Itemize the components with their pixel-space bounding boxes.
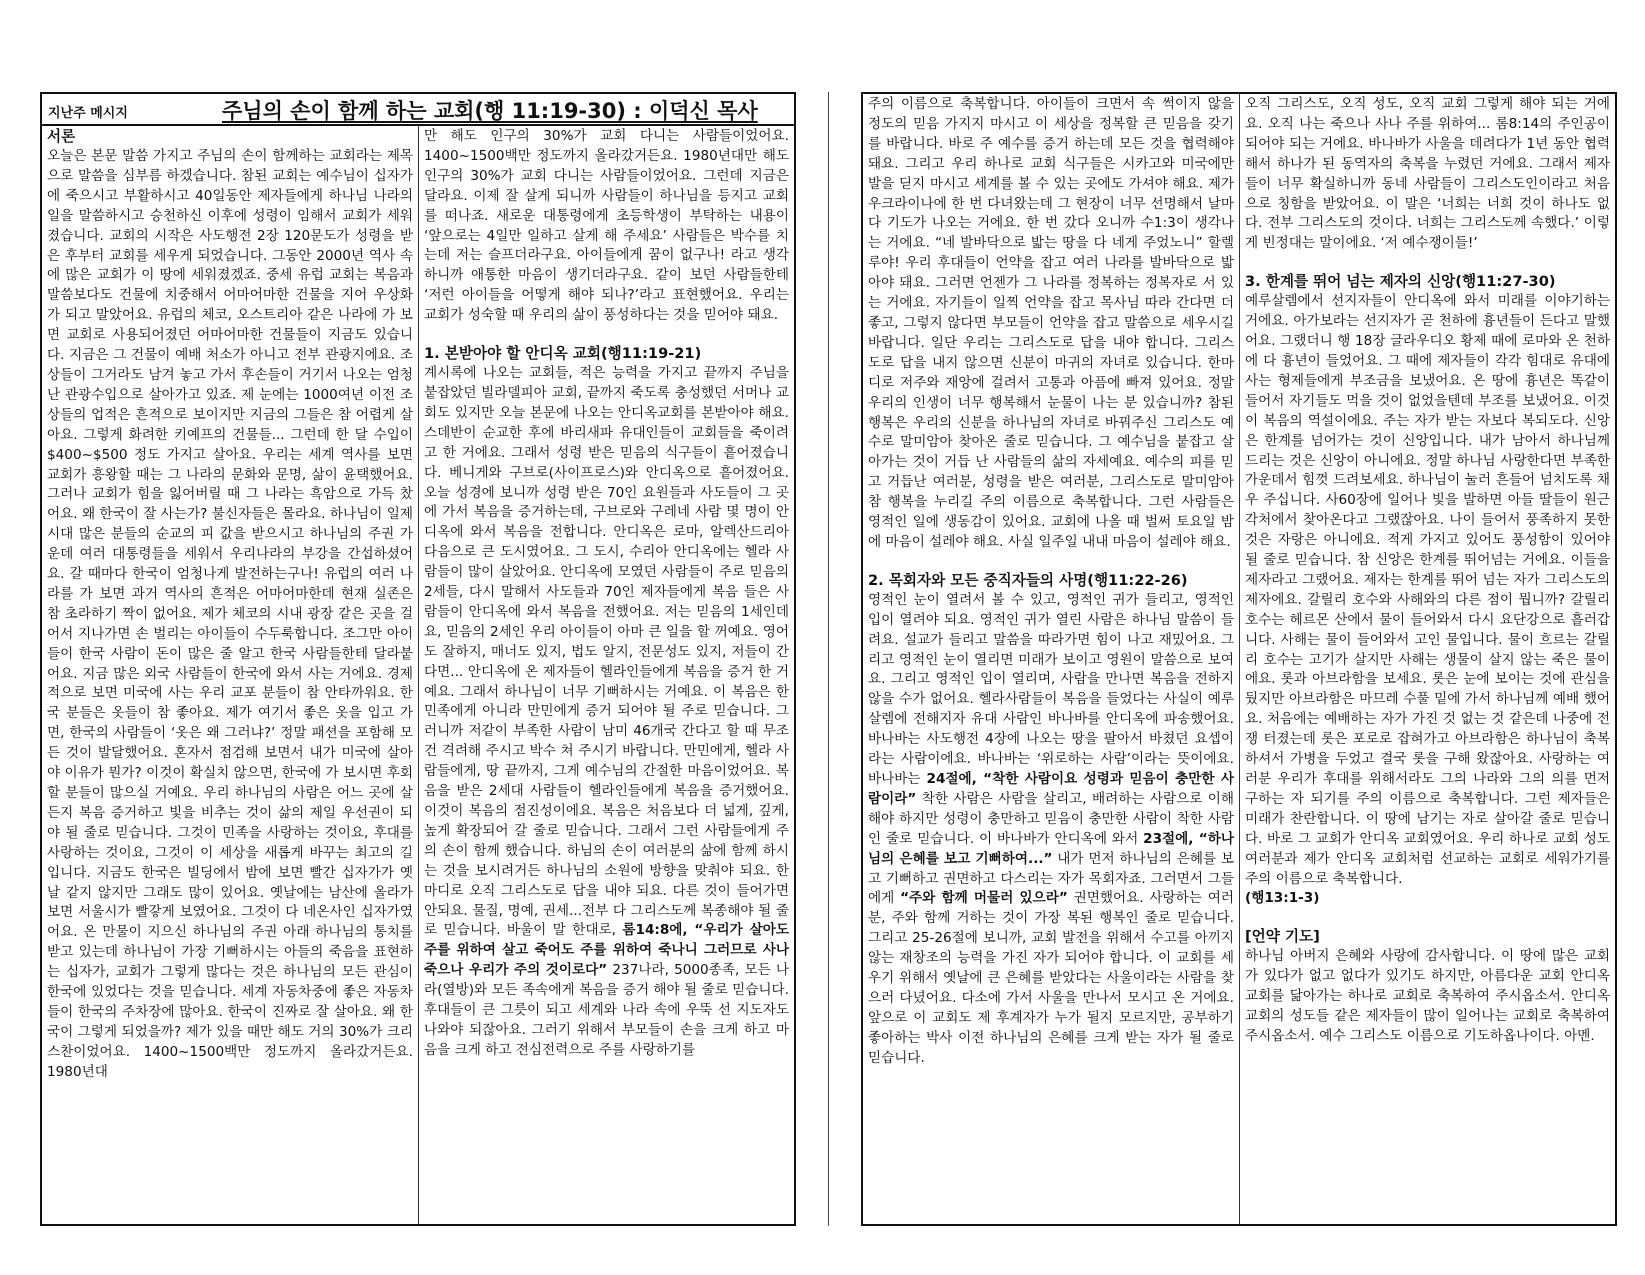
right-page-column-2 <box>1240 94 1615 1224</box>
right-page <box>861 92 1617 1226</box>
intro-paragraph: 오늘은 본문 말씀 가지고 주님의 손이 함께하는 교회라는 제목으로 말씀을 심부름 하겠습니다. 참된 교회는 예수님이 십자가에 죽으시고 부활하시고 40일동안 제자들에게 하나님 나라의 일을 말씀하시고 승천하신 이후에 성령이 임해서 교회가 세워졌습니다. 교회의 시작은 사도행전 2장 120문도가 성령을 받은 후부터 교회를 세우게 되었습니다. 그동안 2000년 역사 속에 많은 교회가 이 땅에 세워졌겠죠. 중세 유럽 교회는 복음과 말씀보다도 건물에 치중해서 어마어마한 건물을 지어 우상화가 되고 말았어요. 유럽의 체코, 오스트리아 같은 나라에 가 보면 교회로 사용되어졌던 어마어마한 건물들이 지금도 있습니다. 지금은 그 건물이 예배 처소가 아니고 전부 관광지에요. 조상들이 그거라도 남겨 놓고 가서 후손들이 거기서 나오는 엄청난 관광수입으로 살아가고 있죠. 제 눈에는 1000여년 이전 조상들의 업적은 흔적으로 보이지만 지금의 그들은 참 어렵게 살아요. 그렇게 화려한 키예프의 건물들... 그런데 한 달 수입이 $400~$500 정도 가지고 살아요. 우리는 세계 역사를 보면 교회가 흥왕할 때는 그 나라의 문화와 문명, 삶이 윤택했어요. 그러나 교회가 힘을 잃어버릴 때 그 나라는 흑암으로 가득 찼어요. 왜 한국이 잘 사는가? 불신자들은 몰라요. 하나님이 일제시대 많은 분들의 순교의 피 값을 받으시고 하나님의 주권 가운데 여러 대통령들을 세워서 우리나라의 부강을 간섭하셨어요. 갈 때마다 한국이 엄청나게 발전하는구나! 유럽의 여러 나라를 가 보면 과거 역사의 흔적은 어마어마한데 현재 실존은 참 초라하기 짝이 없어요. 제가 체코의 시내 광장 같은 곳을 걸어서 지나가면 손 벌리는 아이들이 수두룩합니다. 조그만 아이들이 한국 사람이 돈이 많은 줄 알고 한국 사람들한테 달라붙어요. 지금 많은 외국 사람들이 한국에 와서 사는 거에요. 경제적으로 보면 미국에 사는 우리 교포 분들이 참 안타까워요. 한국 분들은 옷들이 참 좋아요. 제가 여기서 좋은 옷을 입고 가면, 한국의 사람들이 ‘옷은 왜 그러냐?’ 정말 패션을 포함해 모든 것이 발달했어요. 혼자서 점검해 보면서 내가 미국에 살아야 이유가 뭔가? 이것이 확실치 않으면, 한국에 가 보시면 후회할 분들이 많으실 거예요. 우리 하나님의 사람은 어느 곳에 살든지 복음 증거하고 빛을 비추는 것이 삶의 제일 우선권이 되야 될 줄로 믿습니다. 그것이 민족을 사랑하는 것이요, 후대를 사랑하는 것이요, 그것이 이 세상을 새롭게 바꾸는 최고의 길입니다. 지금도 한국은 빌딩에서 밤에 보면 빨간 십자가가 옛날 같지 않지만 그래도 많이 있어요. 옛날에는 남산에 올라가보면 서울시가 빨갛게 보였어요. 그것이 다 네온사인 십자가였어요. 온 만물이 지으신 하나님의 주권 아래 하나님의 통치를 받고 있는데 하나님이 가장 기뻐하시는 아들의 죽음을 표현하는 십자가, 교회가 그렇게 많다는 것은 하나님의 모든 관심이 한국에 있었다는 것을 믿습니다. 세계 자동차중에 좋은 자동차들이 한국의 주차장에 많아요. 한국이 진짜로 잘 살아요. 왜 한국이 그렇게 되었을까? 제가 있을 때만 해도 거의 30%가 크리스찬이었어요. 1400~1500백만 정도까지 올라갔거든요. 1980년대 <box>47 148 413 1080</box>
intro-paragraph-continued: 만 해도 인구의 30%가 교회 다니는 사람들이었어요. 1400~1500백만 정도까지 올라갔거든요. 1980년대만 해도 인구의 30%가 교회 다니는 사람들이었어요. 그런데 지금은 달라요. 이제 잘 살게 되니까 사람들이 하나님을 등지고 교회를 떠나죠. 새로운 대통령에게 초등학생이 부탁하는 내용이 ‘앞으로는 4일만 일하고 살게 해 주세요’ 사람들은 박수를 치는데 저는 슬프더라구요. 아이들에게 꿈이 없구나! 라고 생각하니까 애통한 마음이 생기더라구요. 같이 보던 사람들한테 ‘저런 아이들을 어떻게 해야 되나?’라고 표현했어요. 우리는 교회가 성숙할 때 우리의 삶이 풍성하다는 것을 믿어야 돼요. <box>424 128 789 324</box>
section-2-paragraph: 영적인 눈이 열려서 볼 수 있고, 영적인 귀가 들리고, 영적인 입이 열려야 되요. 영적인 귀가 열린 사람은 하나님 말씀이 들려요. 설교가 들리고 말씀을 따라가면 힘이 나고 재밌어요. 그리고 영적인 눈이 열리면 미래가 보이고 영원이 말씀으로 보여요. 그리고 영적인 입이 열리며, 사람을 만나면 복음을 전하지 않을 수가 없어요. 헬라사람들이 복음을 들었다는 사실이 예루살렘에 전해지자 유대 사람인 바나바를 안디옥에 파송했어요. 바나바는 사도행전 4장에 나오는 땅을 팔아서 바쳤던 요셉이라는 사람이에요. 바나바는 ‘위로하는 사람’이라는 뜻이에요. 바나바는 24절에, “착한 사람이요 성령과 믿음이 충만한 사람이라” 착한 사람은 사람을 살리고, 배려하는 사람으로 이해해야 하지만 성령이 충만하고 믿음이 충만한 사람이 착한 사람인 줄로 믿습니다. 이 바나바가 안디옥에 와서 23절에, “하나님의 은혜를 보고 기뻐하여...” 내가 먼저 하나님의 은혜를 보고 기뻐하고 권면하고 다스리는 자가 목회자죠. 그러면서 그들에게 “주와 함께 머물러 있으라” 권면했어요. 사랑하는 여러분, 주와 함께 거하는 것이 가장 복된 행복인 줄로 믿습니다. 그리고 25-26절에 보니까, 교회 발전을 위해서 수고를 아끼지 않는 재창조의 능력을 가진 자가 되어야 합니다. 이 교회를 세우기 위해서 옛날에 큰 은혜를 받았다는 사울이라는 사람을 찾으러 다녔어요. 다소에 가서 사울을 만나서 모시고 온 거에요. 앞으로 이 교회도 제 후계자가 누가 될지 모르지만, 공부하기 좋아하는 박사 이전 하나님의 은혜를 크게 받는 자가 될 줄로 믿습니다. <box>868 591 1235 1066</box>
page-divider <box>828 92 829 1226</box>
section-2-heading: 2. 목회자와 모든 중직자들의 사명(행11:22-26) <box>868 571 1188 589</box>
intro-heading: 서론 <box>47 128 76 145</box>
section-3-heading: 3. 한계를 뛰어 넘는 제자의 신앙(행11:27-30) <box>1245 273 1556 291</box>
scripture-quote: “주와 함께 머물러 있으라” <box>900 890 1068 907</box>
scripture-quote: 24절에, “착한 사람이요 성령과 믿음이 충만한 사람이라” <box>868 771 1234 807</box>
section-1-heading: 1. 본받아야 할 안디옥 교회(행11:19-21) <box>424 345 702 363</box>
prayer-heading: [언약 기도] <box>1245 928 1320 946</box>
section-1-paragraph: 계시록에 나오는 교회들, 적은 능력을 가지고 끝까지 주님을 붙잡았던 빌라델피아 교회, 끝까지 죽도록 충성했던 서머나 교회도 있지만 오늘 본문에 나오는 안디옥교회를 본받아야 해요. 스데반이 순교한 후에 바리새파 유대인들이 교회들을 죽이려고 한 거에요. 그래서 성령 받은 믿음의 식구들이 흩어졌습니다. 베니게와 구브로(사이프로스)와 안디옥으로 흩어졌어요. 오늘 성경에 보니까 성령 받은 70인 요원들과 사도들이 그 곳에 가서 복음을 증거하는데, 구브로와 구레네 사람 몇 명이 안디옥에 와서 복음을 전합니다. 안디옥은 로마, 알렉산드리아 다음으로 큰 도시였어요. 그 도시, 수리아 안디옥에는 헬라 사람들이 많이 살았어요. 안디옥에 모였던 사람들이 주로 믿음의 2세들, 다시 말해서 사도들과 70인 제자들에게 복음 들은 사람들이 안디옥에 와서 복음을 전했어요. 저는 믿음의 1세인데요, 믿음의 2세인 우리 아이들이 아마 큰 일을 할 꺼예요. 영어도 잘하지, 매너도 있지, 법도 알지, 전문성도 있지, 저들이 간다면... 안디옥에 온 제자들이 헬라인들에게 복음을 증거 한 거예요. 그래서 하나님이 너무 기뻐하시는 거예요. 이 복음은 한 민족에게 아니라 만민에게 증거 되어야 될 주로 믿습니다. 그러니까 저같이 부족한 사람이 남미 46개국 간다고 할 때 무조건 격려해 주시고 박수 쳐 주시기 바랍니다. 만민에게, 헬라 사람들에게, 땅 끝까지, 그게 예수님의 간절한 마음이었어요. 복음을 받은 2세대 사람들이 헬라인들에게 복음을 증거했어요. 이것이 복음의 점진성이에요. 복음은 처음보다 더 넓게, 깊게, 높게 확장되어 갈 줄로 믿습니다. 그래서 그런 사람들에게 주의 손이 함께 했습니다. 하님의 손이 여러분의 삶에 함께 하시는 것을 보시려거든 하나님의 소원에 방향을 맞춰야 되요. 한마디로 오직 그리스도로 답을 내야 되요. 다른 것이 들어가면 안되요. 물질, 명예, 권세...전부 다 그리스도께 복종해야 될 줄로 믿습니다. 바울이 말 한대로, 롬14:8에, “우리가 살아도 주를 위하여 살고 죽어도 주를 위하여 죽나니 그러므로 사나 죽으나 우리가 주의 것이로다” 237나라, 5000종족, 모든 나라(열방)와 모든 족속에게 복음을 증거 해야 될 줄로 믿습니다. 후대들이 큰 그릇이 되고 세계와 나라 속에 우뚝 선 지도자도 나와야 되잖아요. 그러기 위해서 부모들이 손을 크게 하고 마음을 크게 하고 전심전력으로 주를 사랑하기를 <box>424 365 789 1058</box>
scripture-quote: 롬14:8에, “우리가 살아도 주를 위하여 살고 죽어도 주를 위하여 죽나니 그러므로 사나 죽으나 우리가 주의 것이로다” <box>424 922 789 979</box>
sermon-title: 주님의 손이 함께 하는 교회(행 11:19-30) : 이덕신 목사 <box>222 99 758 123</box>
left-page <box>40 92 796 1226</box>
left-page-column-1 <box>42 126 419 1224</box>
section-1-paragraph-continued: 주의 이름으로 축복합니다. 아이들이 크면서 속 썩이지 않을 정도의 믿음 가지지 마시고 이 세상을 정복할 큰 믿음을 갖기를 바랍니다. 바로 주 예수를 증거 하는데 모든 것을 협력해야 돼요. 그리고 우리 하나로 교회 식구들은 시카고와 미국에만 발을 딛지 마시고 세계를 볼 수 있는 곳에도 가셔야 해요. 제가 우크라이나에 한 번 다녀왔는데 그 현장이 너무 선명해서 날마다 기도가 나오는 거에요. 한 번 갔다 오니까 수1:3이 생각나는 거에요. “네 발바닥으로 밟는 땅을 다 네게 주었노니” 할렐루야! 우리 후대들이 언약을 잡고 여러 나라를 발바닥으로 밟아야 돼요. 그러면 언젠가 그 나라를 정복하는 정복자로 서 있는 거에요. 자기들이 일찍 언약을 잡고 목사님 따라 간다면 더 좋고, 그렇지 않다면 부모들이 언약을 잡고 말씀으로 세우시길 바랍니다. 일단 우리는 그리스도로 답을 내야 합니다. 그리스도로 답을 내지 않으면 신분이 마귀의 자녀로 있습니다. 한마디로 저주와 재앙에 걸려서 고통과 아픔에 빠져 있어요. 정말 우리의 인생이 너무 행복해서 눈물이 나는 분 있습니까? 참된 행복은 우리의 신분을 하나님의 자녀로 바꿔주신 그리스도 예수로 말미암아 찾아온 줄로 믿습니다. 그 예수님을 붙잡고 살아가는 것이 거듭 난 사람들의 삶의 자세예요. 예수의 피를 믿고 거듭난 여러분, 성령을 받은 여러분, 그리스도로 말미암아 참 행복을 누리길 주의 이름으로 축복합니다. 그런 사람들은 영적인 일에 생동감이 있어요. 교회에 나올 때 벌써 토요일 밤에 마음이 설레야 해요. 사실 일주일 내내 마음이 설레야 해요. <box>868 96 1234 550</box>
section-2-paragraph-continued: 오직 그리스도, 오직 성도, 오직 교회 그렇게 해야 되는 거에요. 오직 나는 죽으나 사나 주를 위하여... 롬8:14의 주인공이 되어야 되는 거에요. 바나바가 사울을 데려다가 1년 동안 협력해서 하나가 된 동역자의 축복을 누렸던 거에요. 그래서 제자들이 너무 확실하니까 동네 사람들이 그리스도인이라고 처음으로 칭함을 받았어요. 이 말은 ‘너희는 너희 것이 하나도 없다. 전부 그리스도의 것이다. 너희는 그리스도께 속했다.’ 이렇게 빈정대는 말이에요. ‘저 예수쟁이들!’ <box>1245 96 1610 252</box>
message-header <box>42 94 794 126</box>
prayer-paragraph: 하나님 아버지 은혜와 사랑에 감사합니다. 이 땅에 많은 교회가 있다가 없고 없다가 있기도 하지만, 아름다운 교회 안디옥 교회를 닮아가는 하나로 교회로 축복하여 주시옵소서. 안디옥 교회의 성도들 같은 제자들이 많이 일어나는 교회로 축복하여 주시옵소서. 예수 그리스도 이름으로 기도하옵나이다. 아멘. <box>1245 948 1610 1044</box>
section-tag: 지난주 메시지 <box>48 106 128 121</box>
section-3-paragraph: 예루살렘에서 선지자들이 안디옥에 와서 미래를 이야기하는 거에요. 아가보라는 선지자가 곧 천하에 흉년들이 든다고 말했어요. 그랬더니 행 18장 글라우디오 황제 때에 로마와 온 천하에 다 흉년이 들었어요. 그 때에 제자들이 각각 힘대로 유대에 사는 형제들에게 부조금을 보냈어요. 온 땅에 흉년은 똑같이 들어서 자기들도 먹을 것이 없었을텐데 부조를 보냈어요. 이것이 복음의 역설이에요. 주는 자가 받는 자보다 복되도다. 신앙은 한계를 넘어가는 것이 신앙입니다. 내가 남아서 하나님께 드리는 것은 신앙이 아니에요. 정말 하나님 사랑한다면 부족한 가운데서 힘껏 드려보세요. 하나님이 눌러 흔들어 넘치도록 채우 주십니다. 사60장에 일어나 빛을 발하면 아들 딸들이 원근 각처에서 찾아온다고 그랬잖아요. 나이 들어서 풍족하지 못한 것은 자랑은 아니에요. 적게 가지고 있어도 풍성함이 있어야 될 줄로 믿습니다. 참 신앙은 한계를 뛰어넘는 거에요. 이들을 제자라고 그랬어요. 제자는 한계를 뛰어 넘는 자가 그리스도의 제자에요. 갈릴리 호수와 사해와의 다른 점이 뭡니까? 갈릴리 호수는 헤르몬 산에서 물이 들어와서 다시 요단강으로 흘러갑니다. 사해는 물이 들어와서 고인 물입니다. 물이 흐르는 갈릴리 호수는 고기가 살지만 사해는 생물이 살지 않는 죽은 물이에요. 롯과 아브라함을 보세요. 롯은 눈에 보이는 것에 관심을 뒀지만 아브라함은 마므레 수풀 밑에 가서 하나님께 예배 했어요. 처음에는 예배하는 자가 가진 것 없는 것 같은데 나중에 전쟁 터졌는데 롯은 포로로 잡혀가고 아브라함은 하나님이 축복하셔서 가병을 두었고 결국 롯을 구해 왔잖아요. 사랑하는 여러분 우리가 후대를 위해서라도 그의 나라와 그의 의를 먼저 구하는 자 되기를 주의 이름으로 축복합니다. 그런 제자들은 미래가 찬란합니다. 이 땅에 남기는 자로 살아갈 줄로 믿습니다. 바로 그 교회가 안디옥 교회였어요. 우리 하나로 교회 성도 여러분과 제가 안디옥 교회처럼 선교하는 교회로 세워가기를 주의 이름으로 축복합니다. <box>1245 293 1610 887</box>
right-page-column-1 <box>863 94 1240 1224</box>
scripture-quote: 23절에, “하나님의 은혜를 보고 기뻐하여...” <box>868 830 1234 867</box>
scripture-reference: (행13:1-3) <box>1245 890 1320 907</box>
left-page-column-2 <box>419 126 794 1224</box>
